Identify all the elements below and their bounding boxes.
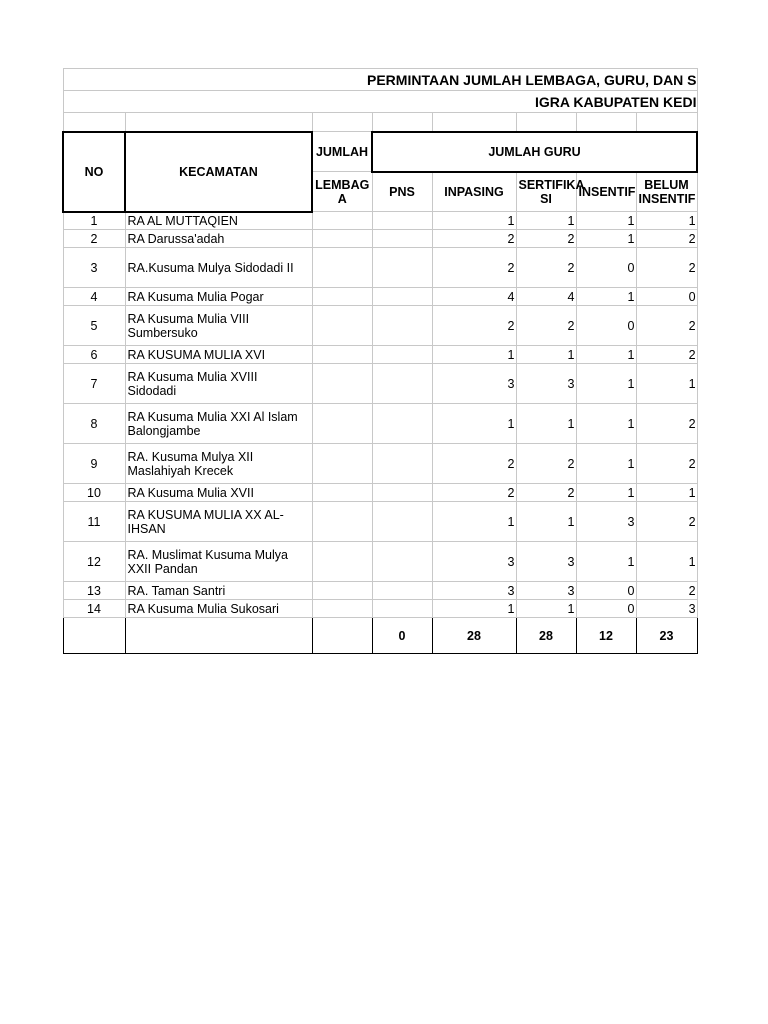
row-pns [372,230,432,248]
row-lembaga [312,288,372,306]
row-pns [372,248,432,288]
row-pns [372,288,432,306]
row-inpasing: 1 [432,404,516,444]
header-sertifikasi: SERTIFIKA SI [516,172,576,212]
row-insentif: 1 [576,444,636,484]
row-insentif: 0 [576,248,636,288]
row-belum-insentif: 1 [636,484,697,502]
table-row [63,484,697,502]
row-name: RA Darussa'adah [125,230,312,248]
row-inpasing: 1 [432,502,516,542]
total-belum-insentif: 23 [636,618,697,654]
row-pns [372,600,432,618]
row-sertifikasi: 4 [516,288,576,306]
row-belum-insentif: 2 [636,346,697,364]
spreadsheet [62,68,696,654]
row-name: RA Kusuma Mulia XVIII Sidodadi [125,364,312,404]
row-sertifikasi: 2 [516,306,576,346]
row-belum-insentif: 1 [636,364,697,404]
row-sertifikasi: 2 [516,248,576,288]
row-lembaga [312,542,372,582]
title-line-1: PERMINTAAN JUMLAH LEMBAGA, GURU, DAN S [63,69,697,91]
data-table [62,68,698,654]
header-pns: PNS [372,172,432,212]
table-row [63,502,697,542]
row-inpasing: 2 [432,444,516,484]
row-sertifikasi: 1 [516,346,576,364]
total-inpasing: 28 [432,618,516,654]
row-insentif: 1 [576,404,636,444]
table-row [63,364,697,404]
row-lembaga [312,484,372,502]
table-row [63,230,697,248]
row-no: 5 [63,306,125,346]
row-pns [372,364,432,404]
row-lembaga [312,230,372,248]
row-pns [372,542,432,582]
row-name: RA Kusuma Mulia XVII [125,484,312,502]
row-name: RA Kusuma Mulia XXI Al Islam Balongjambe [125,404,312,444]
row-inpasing: 2 [432,248,516,288]
row-name: RA. Taman Santri [125,582,312,600]
row-sertifikasi: 3 [516,364,576,404]
row-belum-insentif: 2 [636,404,697,444]
row-name: RA KUSUMA MULIA XVI [125,346,312,364]
row-lembaga [312,600,372,618]
row-no: 6 [63,346,125,364]
table-row [63,600,697,618]
total-sertifikasi: 28 [516,618,576,654]
table-row [63,444,697,484]
row-insentif: 1 [576,288,636,306]
header-no: NO [63,132,125,212]
table-row [63,288,697,306]
row-name: RA AL MUTTAQIEN [125,212,312,230]
title-line-2: IGRA KABUPATEN KEDI [63,91,697,113]
table-row [63,306,697,346]
header-kecamatan: KECAMATAN [125,132,312,212]
row-no: 4 [63,288,125,306]
row-sertifikasi: 2 [516,444,576,484]
row-lembaga [312,404,372,444]
header-jumlah: JUMLAH [312,132,372,172]
row-name: RA Kusuma Mulia VIII Sumbersuko [125,306,312,346]
row-lembaga [312,248,372,288]
row-pns [372,306,432,346]
row-inpasing: 2 [432,306,516,346]
row-lembaga [312,306,372,346]
row-no: 1 [63,212,125,230]
totals-empty-lembaga [312,618,372,654]
row-lembaga [312,582,372,600]
row-inpasing: 3 [432,364,516,404]
row-sertifikasi: 1 [516,502,576,542]
row-belum-insentif: 1 [636,212,697,230]
table-row [63,212,697,230]
row-name: RA KUSUMA MULIA XX AL-IHSAN [125,502,312,542]
header-belum-insentif: BELUM INSENTIF [636,172,697,212]
totals-row [63,618,697,654]
row-lembaga [312,444,372,484]
row-name: RA Kusuma Mulia Pogar [125,288,312,306]
row-pns [372,502,432,542]
row-no: 3 [63,248,125,288]
row-pns [372,484,432,502]
row-no: 13 [63,582,125,600]
row-inpasing: 4 [432,288,516,306]
row-inpasing: 1 [432,212,516,230]
row-pns [372,404,432,444]
totals-empty-name [125,618,312,654]
row-pns [372,346,432,364]
table-row [63,542,697,582]
row-name: RA Kusuma Mulia Sukosari [125,600,312,618]
header-jumlah-guru: JUMLAH GURU [372,132,697,172]
row-belum-insentif: 2 [636,230,697,248]
row-name: RA.Kusuma Mulya Sidodadi II [125,248,312,288]
row-lembaga [312,346,372,364]
row-name: RA. Kusuma Mulya XII Maslahiyah Krecek [125,444,312,484]
table-row [63,404,697,444]
row-belum-insentif: 1 [636,542,697,582]
row-insentif: 1 [576,230,636,248]
row-no: 2 [63,230,125,248]
table-row [63,248,697,288]
row-belum-insentif: 0 [636,288,697,306]
row-insentif: 0 [576,582,636,600]
row-insentif: 1 [576,212,636,230]
header-insentif: INSENTIF [576,172,636,212]
row-no: 8 [63,404,125,444]
row-no: 9 [63,444,125,484]
row-belum-insentif: 3 [636,600,697,618]
row-belum-insentif: 2 [636,306,697,346]
table-row [63,346,697,364]
total-pns: 0 [372,618,432,654]
row-sertifikasi: 3 [516,582,576,600]
row-insentif: 0 [576,306,636,346]
row-pns [372,212,432,230]
row-belum-insentif: 2 [636,248,697,288]
row-inpasing: 1 [432,346,516,364]
row-name: RA. Muslimat Kusuma Mulya XXII Pandan [125,542,312,582]
row-insentif: 1 [576,542,636,582]
row-lembaga [312,364,372,404]
row-sertifikasi: 1 [516,404,576,444]
row-inpasing: 3 [432,582,516,600]
row-sertifikasi: 2 [516,484,576,502]
row-no: 14 [63,600,125,618]
row-pns [372,582,432,600]
row-sertifikasi: 3 [516,542,576,582]
row-inpasing: 3 [432,542,516,582]
row-no: 7 [63,364,125,404]
row-lembaga [312,502,372,542]
row-inpasing: 2 [432,230,516,248]
row-inpasing: 1 [432,600,516,618]
row-insentif: 0 [576,600,636,618]
row-sertifikasi: 1 [516,600,576,618]
table-row [63,582,697,600]
row-sertifikasi: 2 [516,230,576,248]
row-no: 11 [63,502,125,542]
totals-empty-no [63,618,125,654]
row-insentif: 1 [576,346,636,364]
row-belum-insentif: 2 [636,444,697,484]
row-insentif: 1 [576,364,636,404]
row-belum-insentif: 2 [636,582,697,600]
row-inpasing: 2 [432,484,516,502]
row-no: 12 [63,542,125,582]
row-no: 10 [63,484,125,502]
row-insentif: 1 [576,484,636,502]
row-belum-insentif: 2 [636,502,697,542]
total-insentif: 12 [576,618,636,654]
header-inpasing: INPASING [432,172,516,212]
header-lembaga: LEMBAG A [312,172,372,212]
row-lembaga [312,212,372,230]
blank-row [63,113,697,132]
row-sertifikasi: 1 [516,212,576,230]
row-pns [372,444,432,484]
row-insentif: 3 [576,502,636,542]
